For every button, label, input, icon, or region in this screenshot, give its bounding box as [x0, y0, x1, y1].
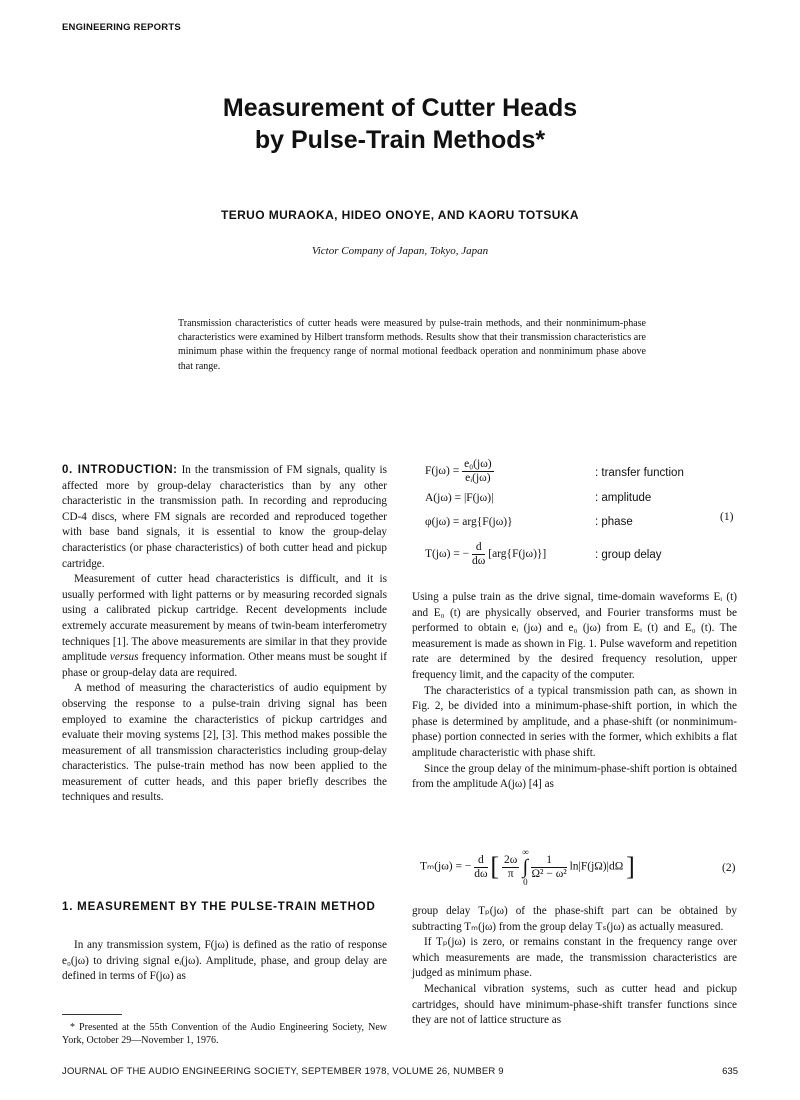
- eq1-label-group-delay: : group delay: [595, 549, 662, 561]
- right-column-continued: [412, 904, 737, 1029]
- intro-paragraph-2: Measurement of cutter head characteristics is difficult, and it is usually performed with light patterns or by measuring recorded signals using a calibrated pickup cartridge. Recent developments include extremely accurate measurement by means of twin-beam interferometry techniques [1]. The above measurements are similar in that they provide amplitude versus frequency information. Other means must be sought if phase or group-delay data are required.: [62, 573, 387, 679]
- section-1-body: [62, 938, 387, 985]
- eq1-label-phase: : phase: [595, 516, 633, 528]
- abstract: Transmission characteristics of cutter heads were measured by pulse-train methods, and their nonminimum-phase characteristics were examined by Hilbert transform methods. Results show that their transmission characteristics are minimum phase within the frequency range of normal motional feedback operation and nonminimum phase above that range.: [178, 318, 646, 372]
- right2-paragraph-1: group delay Tₚ(jω) of the phase-shift part can be obtained by subtracting Tₘ(jω) from the group delay Tₛ(jω) as actually measured.: [412, 905, 737, 933]
- paper-title: [0, 92, 800, 156]
- right-paragraph-2: The characteristics of a typical transmission path can, as shown in Fig. 2, be divided into a minimum-phase-shift portion, in which the phase is determined by amplitude, and a phase-shift (or nonminimum-phase) portion connected in series with the former, which exhibits a flat amplitude characteristic with phase shift.: [412, 684, 737, 759]
- journal-footer: JOURNAL OF THE AUDIO ENGINEERING SOCIETY, SEPTEMBER 1978, VOLUME 26, NUMBER 9: [62, 1066, 504, 1077]
- eq1-amplitude: A(jω) = |F(jω)|: [425, 492, 494, 504]
- right-column-text: [412, 590, 737, 793]
- eq1-transfer-function: F(jω) = $\frac{\text{e₀(jω)}}{\text{eᵢ(jω)}}$: [425, 458, 492, 484]
- right-paragraph-1: Using a pulse train as the drive signal, time-domain waveforms Eᵢ (t) and E₀ (t) are physically observed, and Fourier transforms must be performed to obtain eᵢ (jω) and e₀ (jω) from Eᵢ (t) and E₀ (t). The measurement is made as shown in Fig. 1. Pulse waveform and repetition rate are determined by the desired frequency resolution, upper frequency limit, and the capacity of the computer.: [412, 591, 737, 681]
- right2-paragraph-2: If Tₚ(jω) is zero, or remains constant in the frequency range over which measurements are made, the transmission characteristics are judged as minimum phase.: [412, 936, 737, 980]
- eq1-number: (1): [720, 511, 734, 523]
- running-head: ENGINEERING REPORTS: [62, 22, 181, 33]
- right2-paragraph-3: Mechanical vibration systems, such as cutter head and pickup cartridges, should have minimum-phase-shift transfer functions since they are not of lattice structure as: [412, 982, 737, 1027]
- eq1-phase: φ(jω) = arg{F(jω)}: [425, 516, 513, 528]
- title-line-2: by Pulse-Train Methods*: [254, 126, 546, 154]
- footnote-rule: [62, 1014, 122, 1015]
- footnote: * Presented at the 55th Convention of the Audio Engineering Society, New York, October 29—November 1, 1976.: [62, 1022, 387, 1046]
- eq2-body: Tₘ(jω) = − $\frac{d}{d\omega}$ [ $\frac{2\omega}{\pi}$ ∞ ∫ 0 $\frac{1}{\text{Ω² − ω²}}$ ln|F(jΩ)|dΩ ]: [420, 847, 635, 887]
- intro-paragraph-1: In the transmission of FM signals, quality is affected more by group-delay characteristics than by any other characteristic in the transmission path. In recording and reproducing CD-4 discs, where FM signals are recorded and reproduced together with base band signals, it is essential to know the group-delay characteristics (or phase characteristics) of both cutter head and pickup cartridge.: [62, 464, 387, 570]
- eq1-group-delay: T(jω) = − $\frac{d}{d\omega}$ [arg{F(jω)}]: [425, 541, 547, 567]
- section-1-heading: 1. MEASUREMENT BY THE PULSE-TRAIN METHOD: [62, 901, 376, 913]
- intro-paragraph-3: A method of measuring the characteristics of audio equipment by observing the response to a pulse-train driving signal has been employed to examine the characteristics of pickup cartridges and evaluate their moving systems [2], [3]. This method makes possible the measurement of all transmission characteristics including group-delay characteristics. The pulse-train method has now been applied to the measurement of cutter heads, and this paper briefly describes the techniques and results.: [62, 682, 387, 804]
- eq1-label-amplitude: : amplitude: [595, 492, 652, 504]
- eq2-number: (2): [722, 862, 736, 874]
- introduction-heading: 0. INTRODUCTION:: [62, 464, 178, 476]
- eq1-label-transfer: : transfer function: [595, 467, 684, 479]
- right-paragraph-3: Since the group delay of the minimum-phase-shift portion is obtained from the amplitude A(jω) [4] as: [412, 762, 737, 791]
- section-1-paragraph-1: In any transmission system, F(jω) is defined as the ratio of response e₀(jω) to driving signal eᵢ(jω). Amplitude, phase, and group delay are defined in terms of F(jω) as: [62, 939, 387, 983]
- introduction-section: [62, 463, 387, 806]
- page-number: 635: [722, 1066, 738, 1077]
- authors: TERUO MURAOKA, HIDEO ONOYE, AND KAORU TOTSUKA: [220, 208, 579, 222]
- affiliation: Victor Company of Japan, Tokyo, Japan: [311, 245, 489, 257]
- title-line-1: Measurement of Cutter Heads: [222, 94, 578, 122]
